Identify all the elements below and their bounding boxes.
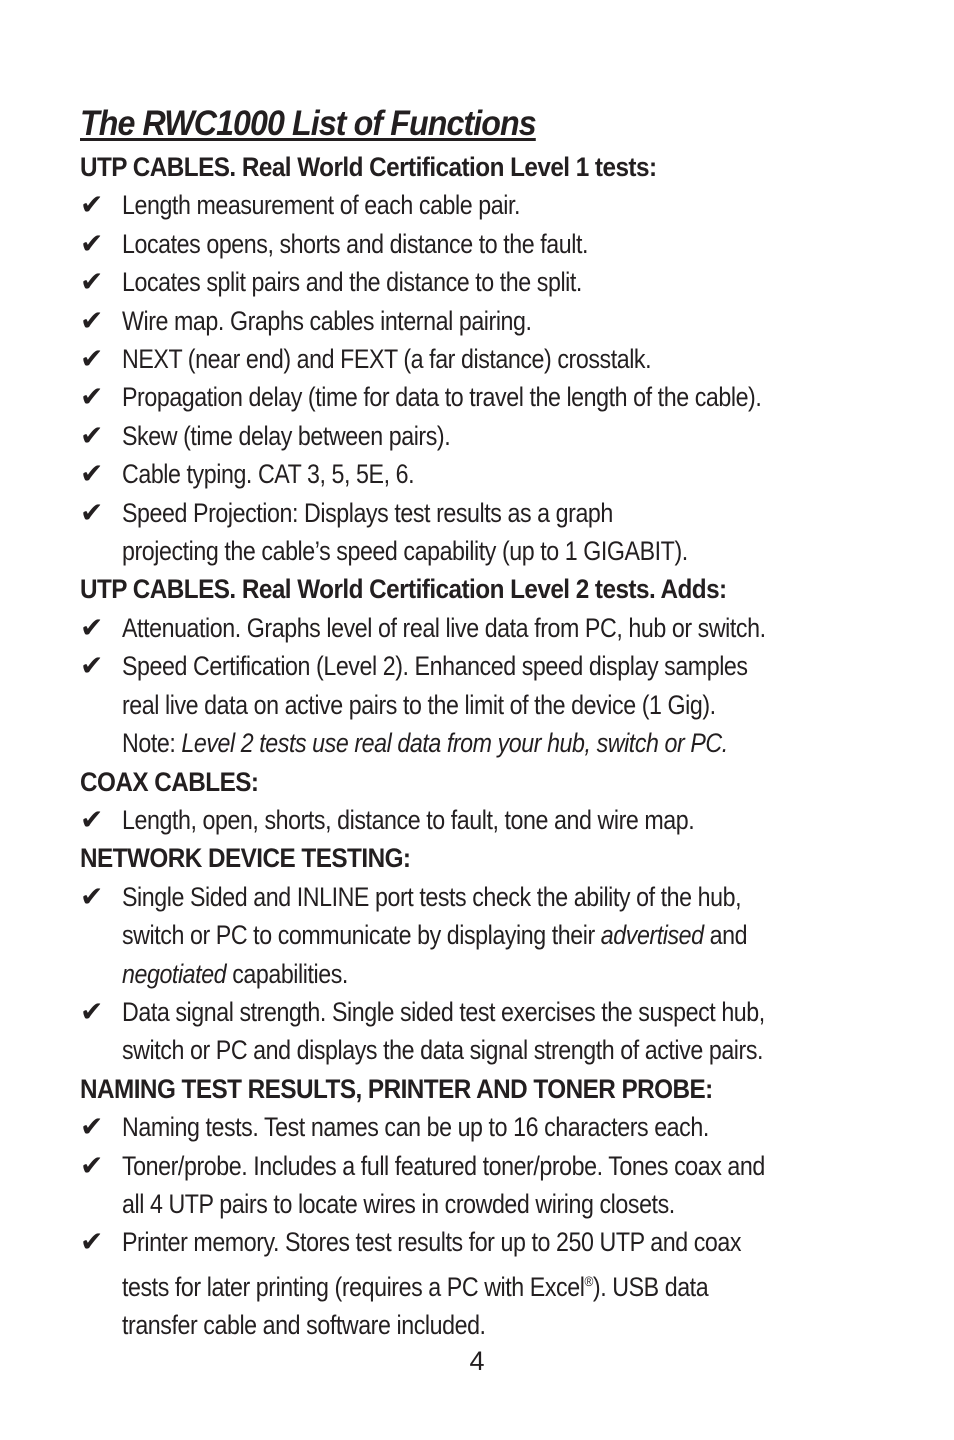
checkmark-icon: ✔ [80, 495, 103, 529]
list-item: ✔ NEXT (near end) and FEXT (a far distance) crosstalk. [80, 340, 900, 378]
utp-level1-list [80, 186, 900, 570]
checkmark-icon: ✔ [80, 457, 103, 491]
checkmark-icon: ✔ [80, 1110, 103, 1144]
page-title: The RWC1000 List of Functions [80, 104, 536, 143]
list-item: ✔ Locates opens, shorts and distance to the fault. [80, 225, 900, 263]
checkmark-icon: ✔ [80, 303, 103, 337]
registered-mark: ® [584, 1272, 593, 1289]
checkmark-icon: ✔ [80, 188, 103, 222]
list-item: ✔ Single Sided and INLINE port tests check the ability of the hub, switch or PC to communicate by displaying their advertised and negotiated capabilities. [80, 879, 748, 989]
page-number: 4 [469, 1346, 485, 1376]
list-item: ✔ Attenuation. Graphs level of real live data from PC, hub or switch. [80, 609, 900, 647]
network-device-list [80, 878, 900, 1070]
list-item: ✔ Length, open, shorts, distance to fault, tone and wire map. [80, 801, 900, 839]
checkmark-icon: ✔ [80, 1225, 103, 1259]
checkmark-icon: ✔ [80, 342, 103, 376]
coax-list [80, 801, 900, 839]
checkmark-icon: ✔ [80, 649, 103, 683]
checkmark-icon: ✔ [80, 610, 103, 644]
list-item: ✔ Printer memory. Stores test results for up to 250 UTP and coax tests for later printing (requires a PC with Excel®). USB data transfer cable and software included. [80, 1225, 742, 1341]
list-item: ✔ Wire map. Graphs cables internal pairing. [80, 302, 900, 340]
document-page [80, 100, 900, 1345]
naming-printer-toner-list [80, 1108, 900, 1344]
checkmark-icon: ✔ [80, 265, 103, 299]
checkmark-icon: ✔ [80, 380, 103, 414]
checkmark-icon: ✔ [80, 226, 103, 260]
list-item: ✔ Propagation delay (time for data to travel the length of the cable). [80, 378, 900, 416]
list-item: ✔ Speed Projection: Displays test results as a graph projecting the cable’s speed capability (up to 1 GIGABIT). [80, 495, 688, 567]
list-item: ✔ Cable typing. CAT 3, 5, 5E, 6. [80, 455, 900, 493]
list-item: ✔ Naming tests. Test names can be up to 16 characters each. [80, 1108, 900, 1146]
section-heading-coax: COAX CABLES: [80, 766, 259, 797]
checkmark-icon: ✔ [80, 802, 103, 836]
section-heading-naming-printer-toner: NAMING TEST RESULTS, PRINTER AND TONER PROBE: [80, 1073, 713, 1104]
note-line: Note: Level 2 tests use real data from your hub, switch or PC. [122, 728, 728, 759]
list-item: ✔ Locates split pairs and the distance to the split. [80, 263, 900, 301]
list-item: ✔ Data signal strength. Single sided test exercises the suspect hub, switch or PC and displays the data signal strength of active pairs. [80, 994, 765, 1066]
section-heading-utp-level1: UTP CABLES. Real World Certification Level 1 tests: [80, 152, 657, 182]
utp-level2-list [80, 609, 900, 763]
list-item: ✔ Toner/probe. Includes a full featured toner/probe. Tones coax and all 4 UTP pairs to locate wires in crowded wiring closets. [80, 1148, 765, 1219]
checkmark-icon: ✔ [80, 1148, 103, 1182]
list-item: ✔ Skew (time delay between pairs). [80, 417, 900, 455]
section-heading-utp-level2: UTP CABLES. Real World Certification Level 2 tests. Adds: [80, 574, 727, 605]
checkmark-icon: ✔ [80, 994, 103, 1028]
checkmark-icon: ✔ [80, 418, 103, 452]
section-heading-network-device: NETWORK DEVICE TESTING: [80, 843, 411, 874]
list-item: ✔ Speed Certification (Level 2). Enhanced speed display samples real live data on active pairs to the limit of the device (1 Gig). Note: Level 2 tests use real data from your hub, switch or PC. [80, 647, 900, 762]
list-item: ✔ Length measurement of each cable pair. [80, 186, 900, 224]
checkmark-icon: ✔ [80, 879, 103, 913]
